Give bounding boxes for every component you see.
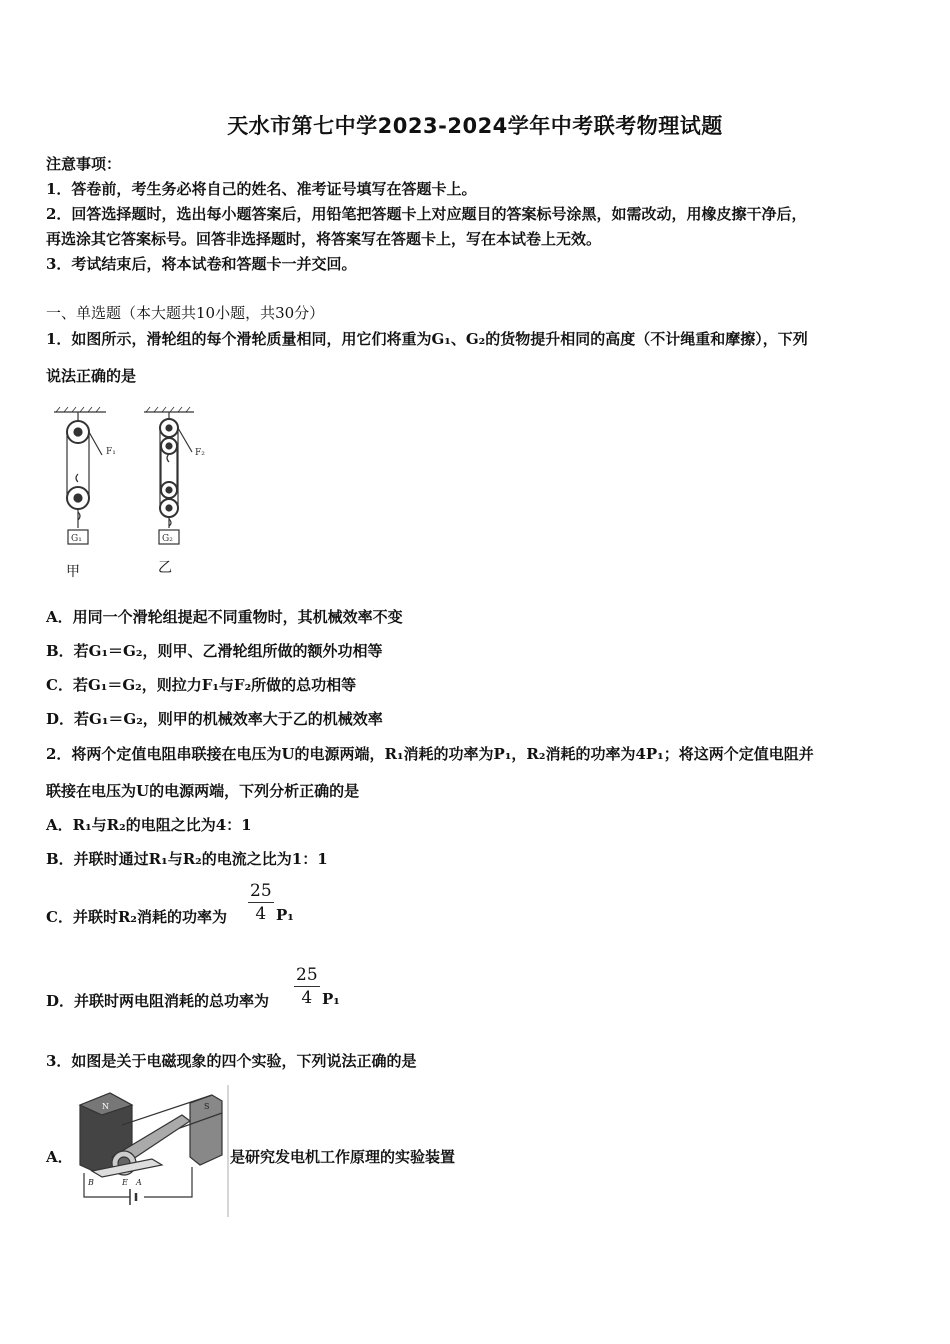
notice-item: 3．考试结束后，将本试卷和答题卡一并交回。 — [46, 255, 357, 273]
question-1-stem: 1．如图所示，滑轮组的每个滑轮质量相同，用它们将重为G₁、G₂的货物提升相同的高度（不计绳重和摩擦），下列 — [46, 330, 808, 348]
magnet-label-s: S — [204, 1102, 210, 1111]
question-2-option-c: C．并联时R₂消耗的功率为 — [46, 908, 227, 926]
point-label-a: A — [136, 1178, 142, 1187]
question-2-stem-cont: 联接在电压为U的电源两端，下列分析正确的是 — [46, 782, 360, 800]
weight-label-g2: G₂ — [162, 534, 173, 544]
power-unit: P₁ — [322, 990, 340, 1008]
notice-item: 再选涂其它答案标号。回答非选择题时，将答案写在答题卡上，写在本试卷上无效。 — [46, 230, 602, 248]
question-1-option-a: A．用同一个滑轮组提起不同重物时，其机械效率不变 — [46, 608, 403, 626]
question-1-option-b: B．若G₁＝G₂，则甲、乙滑轮组所做的额外功相等 — [46, 642, 383, 660]
question-3-option-a-label: A． — [46, 1148, 73, 1166]
question-3-stem: 3．如图是关于电磁现象的四个实验，下列说法正确的是 — [46, 1052, 417, 1070]
page-title: 天水市第七中学2023-2024学年中考联考物理试题 — [227, 114, 723, 138]
question-3-option-a-text: 是研究发电机工作原理的实验装置 — [230, 1148, 456, 1166]
section-heading: 一、单选题（本大题共10小题，共30分） — [46, 304, 325, 322]
notice-item: 1．答卷前，考生务必将自己的姓名、准考证号填写在答题卡上。 — [46, 180, 477, 198]
fraction-25-over-4 — [248, 881, 274, 924]
fraction-denominator: 4 — [301, 988, 313, 1008]
force-label-f2: F₂ — [195, 448, 205, 458]
force-label-f1: F₁ — [106, 447, 116, 457]
question-2-option-a: A．R₁与R₂的电阻之比为4：1 — [46, 816, 252, 834]
point-label-e: E — [122, 1178, 128, 1187]
pulley-figure — [44, 400, 234, 590]
magnet-label-n: N — [102, 1102, 109, 1111]
weight-label-g1: G₁ — [71, 534, 82, 544]
fraction-numerator: 25 — [250, 881, 272, 901]
question-1-option-d: D．若G₁＝G₂，则甲的机械效率大于乙的机械效率 — [46, 710, 383, 728]
figure-label-yi: 乙 — [158, 560, 172, 576]
fraction-numerator: 25 — [296, 965, 318, 985]
electromagnet-figure — [72, 1085, 232, 1217]
question-2-option-d: D．并联时两电阻消耗的总功率为 — [46, 992, 270, 1010]
point-label-b: B — [88, 1178, 94, 1187]
power-unit: P₁ — [276, 906, 294, 924]
question-2-option-b: B．并联时通过R₁与R₂的电流之比为1：1 — [46, 850, 328, 868]
question-1-option-c: C．若G₁＝G₂，则拉力F₁与F₂所做的总功相等 — [46, 676, 357, 694]
question-2-stem: 2．将两个定值电阻串联接在电压为U的电源两端，R₁消耗的功率为P₁，R₂消耗的功率为4P₁；将这两个定值电阻并 — [46, 745, 814, 763]
notice-item: 2．回答选择题时，选出每小题答案后，用铅笔把答题卡上对应题目的答案标号涂黑，如需改动，用橡皮擦干净后， — [46, 205, 807, 223]
question-1-stem-cont: 说法正确的是 — [46, 367, 137, 385]
figure-label-jia: 甲 — [66, 564, 80, 580]
fraction-25-over-4 — [294, 965, 320, 1008]
notice-heading: 注意事项： — [46, 155, 122, 173]
fraction-denominator: 4 — [255, 904, 267, 924]
